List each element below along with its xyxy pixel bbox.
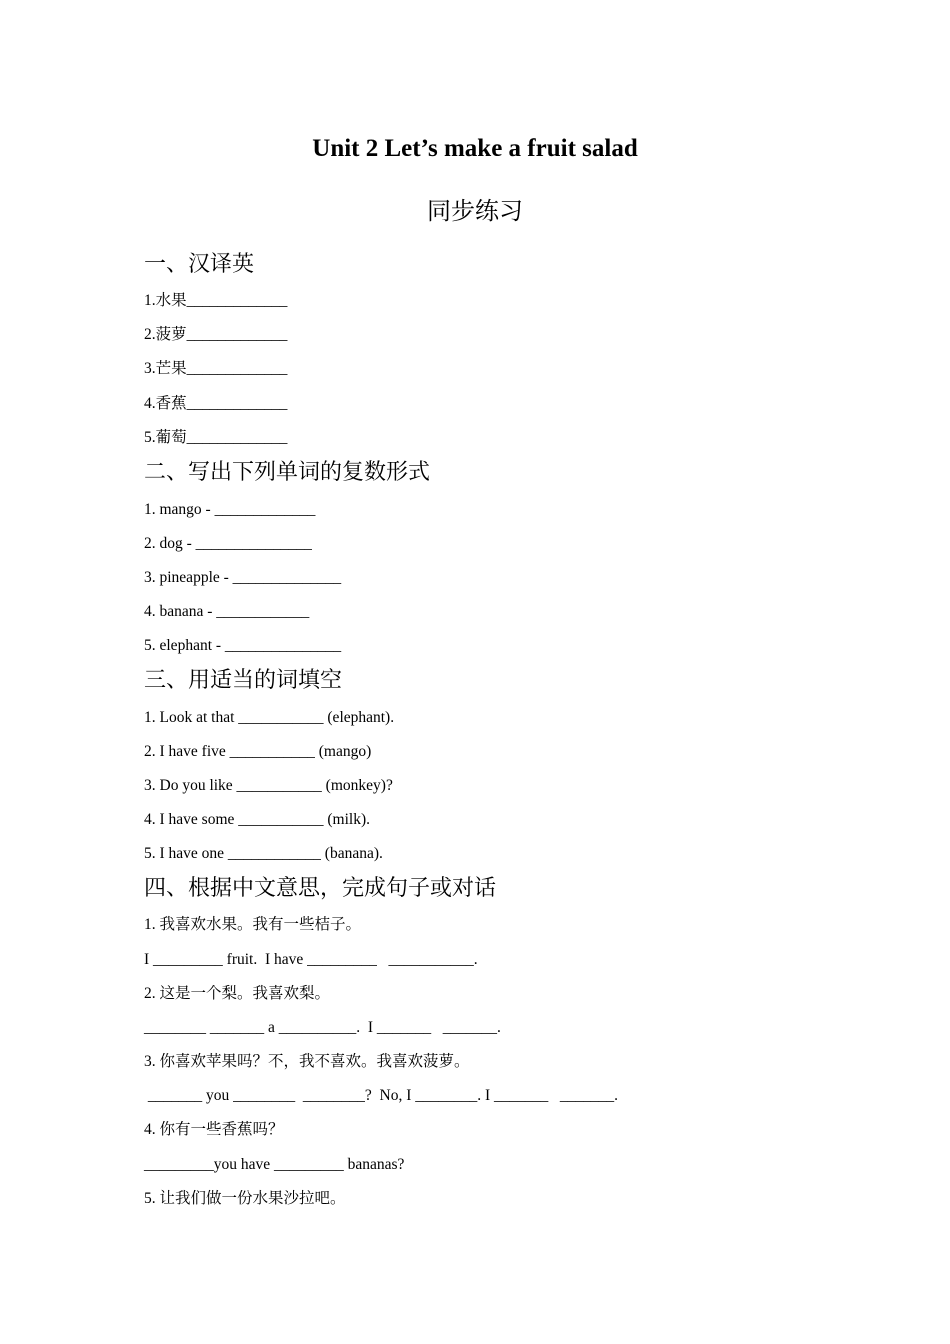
exercise-prompt: 1. 我喜欢水果。我有一些桔子。 [144, 916, 362, 933]
exercise-item: 3.芒果_____________ [144, 360, 288, 377]
exercise-prompt: 3. 你喜欢苹果吗？不，我不喜欢。我喜欢菠萝。 [144, 1053, 470, 1070]
exercise-prompt: 4. 你有一些香蕉吗？ [144, 1121, 284, 1138]
exercise-item: 2. dog - _______________ [144, 535, 312, 552]
exercise-item: 4. I have some ___________ (milk). [144, 811, 371, 828]
exercise-item: 4. banana - ____________ [144, 603, 310, 620]
exercise-item: 2.菠萝_____________ [144, 326, 288, 343]
exercise-item: 1. mango - _____________ [144, 501, 316, 518]
document-subtitle: 同步练习 [427, 199, 523, 225]
exercise-item: 5.葡萄_____________ [144, 429, 288, 446]
exercise-item: 3. pineapple - ______________ [144, 569, 342, 586]
exercise-item: 2. I have five ___________ (mango) [144, 743, 372, 760]
document-title: Unit 2 Let’s make a fruit salad [312, 135, 638, 162]
section-heading: 四、根据中文意思，完成句子或对话 [144, 875, 497, 900]
exercise-answer-line: _________you have _________ bananas? [144, 1156, 405, 1173]
exercise-prompt: 2. 这是一个梨。我喜欢梨。 [144, 985, 331, 1002]
exercise-answer-line: I _________ fruit. I have _________ ___________. [144, 951, 478, 968]
exercise-item: 1.水果_____________ [144, 292, 288, 309]
section-heading: 二、写出下列单词的复数形式 [144, 459, 431, 484]
section-heading: 三、用适当的词填空 [144, 667, 343, 692]
exercise-item: 3. Do you like ___________ (monkey)? [144, 777, 393, 794]
exercise-item: 1. Look at that ___________ (elephant). [144, 709, 395, 726]
exercise-prompt: 5. 让我们做一份水果沙拉吧。 [144, 1190, 346, 1207]
exercise-item: 5. elephant - _______________ [144, 637, 342, 654]
section-heading: 一、汉译英 [144, 251, 255, 276]
exercise-item: 5. I have one ____________ (banana). [144, 845, 383, 862]
exercise-answer-line: ________ _______ a __________. I _______ _______. [144, 1019, 501, 1036]
exercise-answer-line: _______ you ________ ________? No, I ________. I _______ _______. [144, 1087, 619, 1104]
exercise-item: 4.香蕉_____________ [144, 395, 288, 412]
